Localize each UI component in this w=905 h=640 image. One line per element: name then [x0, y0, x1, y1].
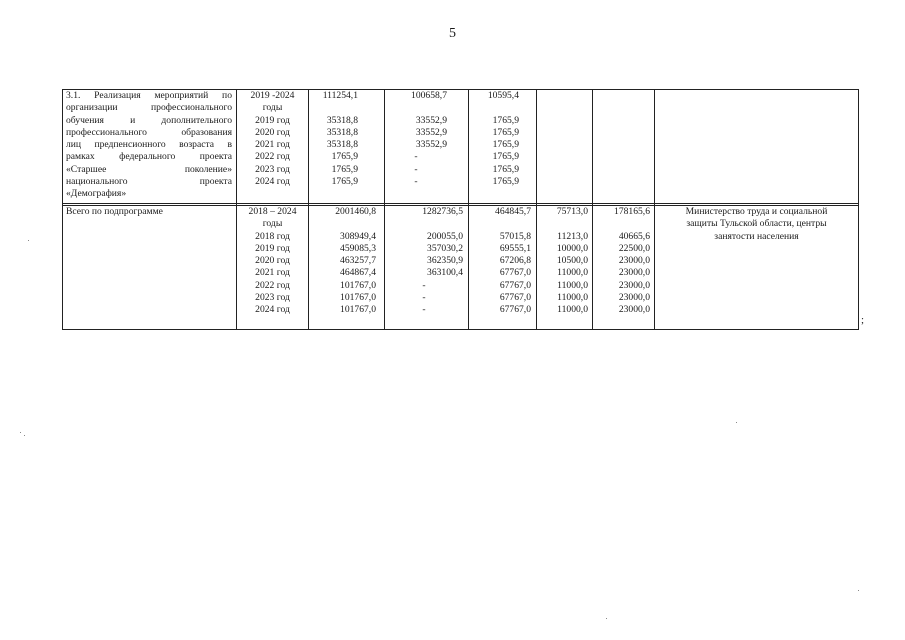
- row-2-years: 2018 – 2024 годы 2018 год 2019 год 2020 год 2021 год 2022 год 2023 год 2024 год: [248, 206, 297, 316]
- row-1-total: 111254,1 35318,8 35318,8 35318,8 1765,9 1765,9 1765,9: [322, 90, 358, 188]
- row-2-name: Всего по подпрограмме: [66, 206, 163, 217]
- row-1-years: 2019 -2024 годы 2019 год 2020 год 2021 год 2022 год 2023 год 2024 год: [250, 90, 295, 188]
- trailing-semicolon: ;: [861, 314, 865, 326]
- row-2-extrabudget: 178165,6 40665,6 22500,0 23000,0 23000,0 23000,0 23000,0 23000,0: [614, 206, 650, 316]
- row-2-total: 2001460,8 308949,4 459085,3 463257,7 464867,4 101767,0 101767,0 101767,0: [335, 206, 376, 316]
- row-1-federal: 100658,7 33552,9 33552,9 33552,9 - - -: [411, 90, 447, 188]
- row-2-municipal: 75713,0 11213,0 10000,0 10500,0 11000,0 11000,0 11000,0 11000,0: [556, 206, 588, 316]
- row-2-federal: 1282736,5 200055,0 357030,2 362350,9 363100,4 - - -: [422, 206, 463, 316]
- subprogram-table: [62, 89, 859, 330]
- row-2-regional: 464845,7 57015,8 69555,1 67206,8 67767,0 67767,0 67767,0 67767,0: [495, 206, 531, 316]
- row-1-name: 3.1. Реализация мероприятий по организации профессионального обучения и дополнительного профессионального образования лиц предпенсионного возраста в рамках федерального проекта «Старшее поколение» национального проекта «Демография»: [66, 90, 232, 200]
- row-1-regional: 10595,4 1765,9 1765,9 1765,9 1765,9 1765,9 1765,9: [487, 90, 519, 188]
- row-2-executor: Министерство труда и социальной защиты Тульской области, центры занятости населения: [685, 206, 828, 242]
- table-bottom-border: [62, 329, 859, 330]
- page-number: 5: [449, 26, 456, 41]
